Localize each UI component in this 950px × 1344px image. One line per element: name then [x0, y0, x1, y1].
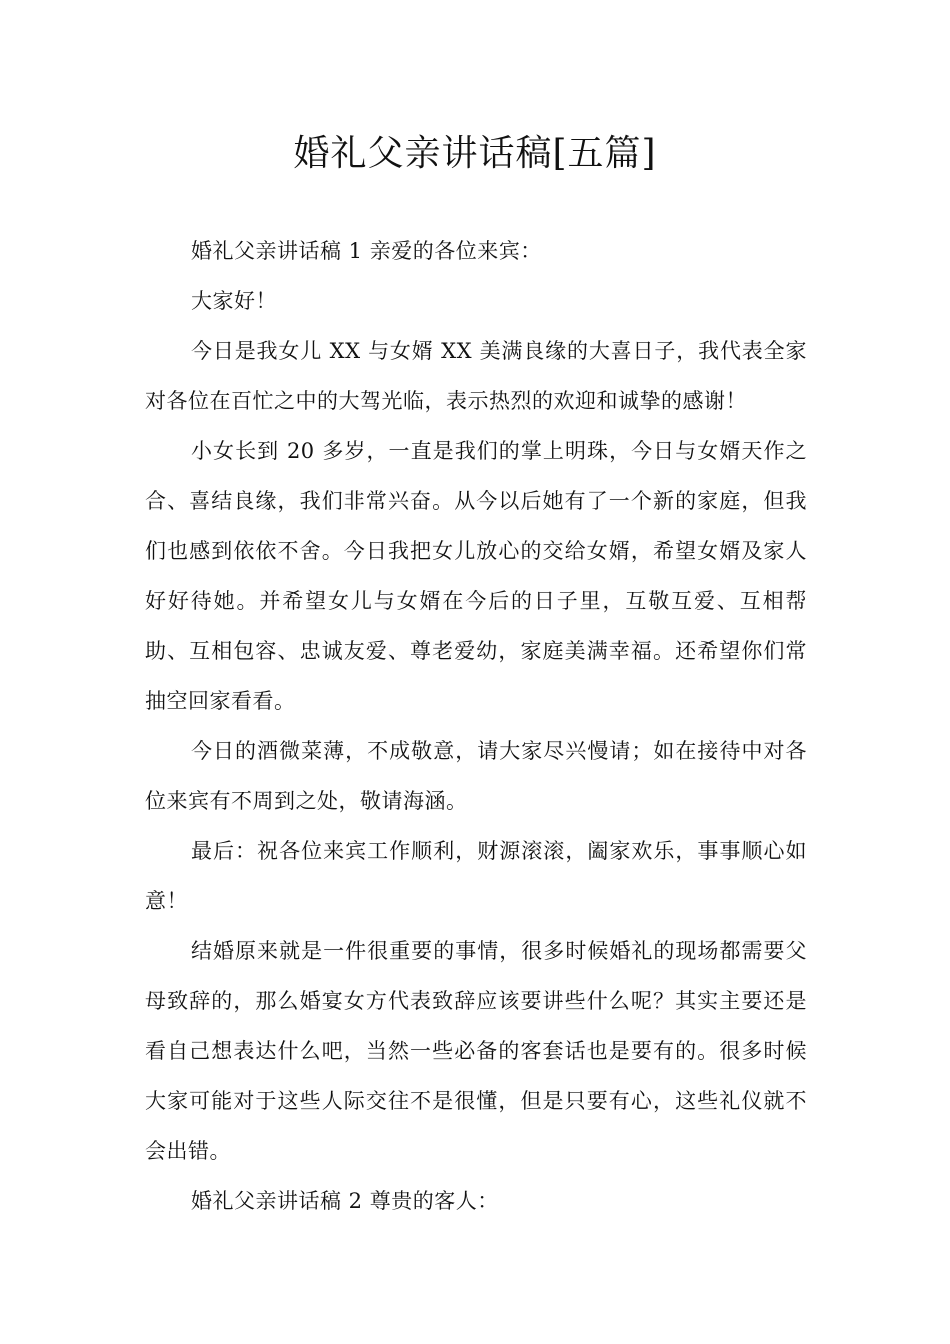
paragraph-commentary: 结婚原来就是一件很重要的事情，很多时候婚礼的现场都需要父母致辞的，那么婚宴女方代表致辞应该要讲些什么呢？其实主要还是看自己想表达什么吧，当然一些必备的客套话也是要有的。很多时候大家可能对于这些人际交往不是很懂，但是只要有心，这些礼仪就不会出错。 — [145, 939, 807, 1163]
paragraph-banquet: 今日的酒微菜薄，不成敬意，请大家尽兴慢请；如在接待中对各位来宾有不周到之处，敬请海涵。 — [145, 739, 807, 813]
document-title: 婚礼父亲讲话稿[五篇] — [293, 133, 657, 174]
paragraph-closing-wish: 最后：祝各位来宾工作顺利，财源滚滚，阖家欢乐，事事顺心如意！ — [145, 839, 807, 913]
paragraph-hello: 大家好！ — [191, 289, 277, 313]
paragraph-second-speech-heading: 婚礼父亲讲话稿 2 尊贵的客人： — [191, 1189, 499, 1213]
document-body — [145, 226, 807, 1226]
paragraph-daughter: 小女长到 20 多岁，一直是我们的掌上明珠，今日与女婿天作之合、喜结良缘，我们非常兴奋。从今以后她有了一个新的家庭，但我们也感到依依不舍。今日我把女儿放心的交给女婿，希望女婿及家人好好待她。并希望女儿与女婿在今后的日子里，互敬互爱、互相帮助、互相包容、忠诚友爱、尊老爱幼，家庭美满幸福。还希望你们常抽空回家看看。 — [145, 439, 807, 713]
paragraph-greeting-heading: 婚礼父亲讲话稿 1 亲爱的各位来宾： — [191, 239, 542, 263]
paragraph-welcome: 今日是我女儿 XX 与女婿 XX 美满良缘的大喜日子，我代表全家对各位在百忙之中的大驾光临，表示热烈的欢迎和诚挚的感谢！ — [145, 339, 807, 413]
